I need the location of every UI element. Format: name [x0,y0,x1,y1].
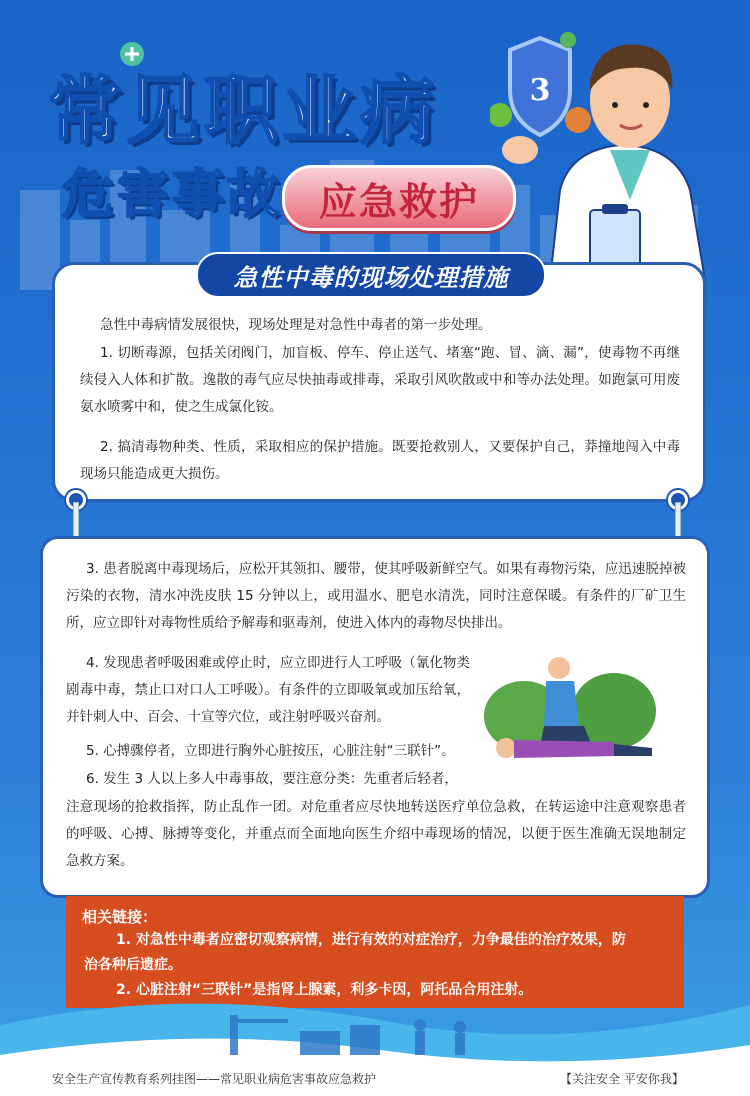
item-6-paragraph-rest: 注意现场的抢救指挥，防止乱作一团。对危重者应尽快地转送医疗单位急救，在转运途中注意观察患者的呼吸、心搏、脉搏等变化，并重点而全面地向医生介绍中毒现场的情况，以便于医生准确无误地制定急救方案。 [66,799,686,869]
doctor-illustration [490,20,730,280]
item-3-paragraph: 3. 患者脱离中毒现场后，应松开其领扣、腰带，使其呼吸新鲜空气。如果有毒物污染，应迅速脱掉被污染的衣物，清水冲洗皮肤 15 分钟以上，或用温水、肥皂水清洗，同时注意保暖。有条件的厂矿卫生所，应立即针对毒物性质给予解毒和驱毒剂，使进入体内的毒物尽快排出。 [66,561,686,631]
title-pill [282,165,516,231]
title-pill-text: 应急救护 [318,179,479,224]
related-link-1: 1. 对急性中毒者应密切观察病情，进行有效的对症治疗，力争最佳的治疗效果，防 [116,932,626,948]
item-5-paragraph: 5. 心搏骤停者，立即进行胸外心脏按压，心脏注射“三联针”。 [86,743,455,759]
plus-sparkle-icon [118,40,146,68]
shield-number: 3 [529,73,551,108]
page-title-line1: 常见职业病 [48,68,438,154]
item-1-paragraph: 1. 切断毒源，包括关闭阀门，加盲板、停车、停止送气、堵塞“跑、冒、滴、漏”，使毒物不再继续侵入人体和扩散。逸散的毒气应尽快抽毒或排毒，采取引风吹散或中和等办法处理。如跑氯可用废氨水喷雾中和，使之生成氯化铵。 [80,345,680,415]
section-banner [196,252,546,298]
cpr-rescue-illustration [484,656,656,774]
footer-series-title: 安全生产宣传教育系列挂图——常见职业病危害事故应急救护 [52,1072,377,1086]
item-6-paragraph-start: 6. 发生 3 人以上多人中毒事故，要注意分类：先重者后轻者， [86,771,458,787]
page-title-line2: 危害事故 [62,165,283,225]
item-4-paragraph: 4. 发现患者呼吸困难或停止时，应立即进行人工呼吸（氰化物类剧毒中毒，禁止口对口人工呼吸）。有条件的立即吸氧或加压给氧，并针刺人中、百会、十宣等穴位，或注射呼吸兴奋剂。 [66,655,470,725]
item-2-paragraph: 2. 搞清毒物种类、性质，采取相应的保护措施。既要抢救别人，又要保护自己，莽撞地闯入中毒现场只能造成更大损伤。 [80,439,680,482]
related-link-2: 2. 心脏注射“三联针”是指肾上腺素，利多卡因，阿托品合用注射。 [116,982,533,998]
footer-slogan: 【关注安全 平安你我】 [560,1072,684,1086]
related-link-1-continued: 治各种后遗症。 [84,957,182,973]
intro-paragraph: 急性中毒病情发展很快，现场处理是对急性中毒者的第一步处理。 [100,317,492,333]
section-banner-title: 急性中毒的现场处理措施 [233,263,509,292]
related-links-heading: 相关链接： [82,908,158,926]
